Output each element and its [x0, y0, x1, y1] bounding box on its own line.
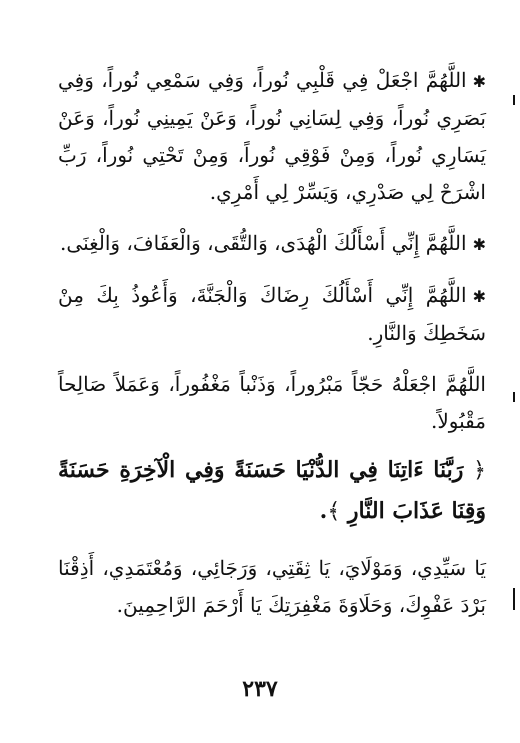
ornate-bracket-close: ﴾ [327, 499, 341, 524]
bullet-star-icon: ✱ [472, 235, 486, 254]
page-edge-mark [513, 588, 515, 610]
bullet-star-icon: ✱ [472, 72, 486, 91]
closing-supplication [58, 550, 486, 624]
supplication-text-2: اللَّهُمَّ إِنِّي أَسْأَلُكَ الْهُدَى، وَالتُّقَى، وَالْعَفَافَ، وَالْغِنَى. [60, 231, 467, 255]
supplication-paragraph [58, 225, 486, 263]
page-edge-mark [513, 392, 515, 402]
page-edge-mark [513, 95, 515, 105]
page-number: ٢٣٧ [242, 676, 278, 702]
closing-supplication-text: يَا سَيِّدِي، وَمَوْلَايَ، يَا ثِقَتِي، وَرَجَائِي، وَمُعْتَمَدِي، أَذِقْنَا بَرْدَ عَفْوِكَ، وَحَلَاوَةَ مَغْفِرَتِكَ يَا أَرْحَمَ الرَّاحِمِينَ. [58, 556, 486, 617]
ornate-bracket-open: ﴿ [473, 458, 486, 483]
supplication-paragraph [58, 277, 486, 352]
quran-verse-end: . [319, 498, 328, 524]
supplication-text-1: اللَّهُمَّ اجْعَلْ فِي قَلْبِي نُوراً، وَفِي سَمْعِي نُوراً، وَفِي بَصَرِي نُوراً، وَفِي لِسَانِي نُوراً، وَعَنْ يَمِينِي نُوراً، وَعَنْ يَسَارِي نُوراً، وَمِنْ فَوْقِي نُوراً، وَمِنْ تَحْتِي نُوراً، رَبِّ اشْرَحْ لِي صَدْرِي، وَيَسِّرْ لِي أَمْرِي. [58, 68, 486, 204]
supplication-text-3: اللَّهُمَّ إِنِّي أَسْأَلُكَ رِضَاكَ وَالْجَنَّةَ، وَأَعُوذُ بِكَ مِنْ سَخَطِكَ وَالنَّارِ. [58, 283, 486, 345]
quran-verse-text: رَبَّنَا ءَاتِنَا فِي الدُّنْيَا حَسَنَةً وَفِي الْآخِرَةِ حَسَنَةً وَقِنَا عَذَابَ النَّارِ [58, 457, 486, 524]
supplication-text-4: اللَّهُمَّ اجْعَلْهُ حَجّاً مَبْرُوراً، وَذَنْباً مَغْفُوراً، وَعَمَلاً صَالِحاً مَقْبُولاً. [58, 372, 486, 433]
quran-verse [58, 450, 486, 532]
supplication-paragraph [58, 366, 486, 440]
bullet-star-icon: ✱ [472, 287, 486, 306]
supplication-paragraph [58, 62, 486, 211]
supplication-text [58, 62, 486, 638]
